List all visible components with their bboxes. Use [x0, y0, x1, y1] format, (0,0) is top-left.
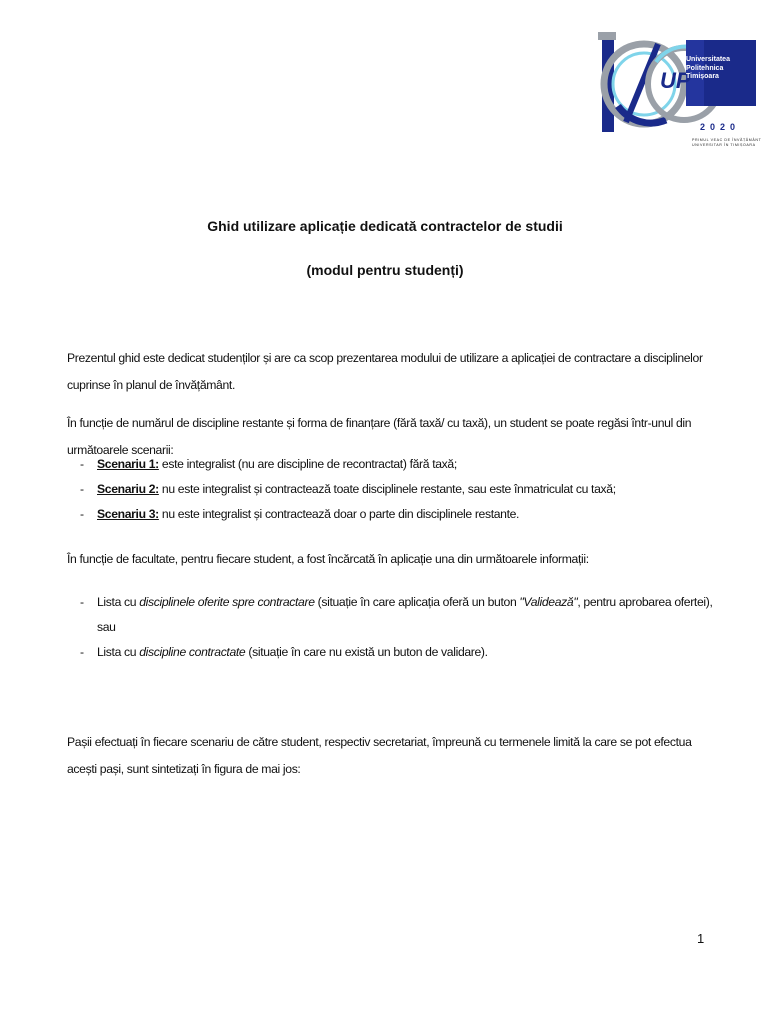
document-subtitle: (modul pentru studenți)	[306, 262, 464, 278]
scenario-label: Scenariu 3:	[97, 507, 159, 521]
or-connector: sau	[97, 620, 116, 634]
list-item	[80, 590, 720, 640]
list-prefix: Lista cu	[97, 645, 140, 659]
logo-year: 2020	[700, 122, 741, 132]
scenario-list	[80, 452, 720, 527]
document-title: Ghid utilizare aplicație dedicată contractelor de studii	[207, 218, 563, 234]
logo-university-name	[686, 56, 756, 82]
logo-acronym: UP	[660, 68, 691, 93]
list-middle-text: (situație în care aplicația oferă un buton	[314, 595, 520, 609]
scenario-label: Scenariu 2:	[97, 482, 159, 496]
steps-paragraph: Pașii efectuați în fiecare scenariu de către student, respectiv secretariat, împreună cu termenele limită la care se pot efectua acești pași, sunt sintetizați în figura de mai jos:	[67, 735, 692, 776]
list-suffix: , pentru aprobarea ofertei),	[577, 595, 713, 609]
scenario-text: nu este integralist și contractează toate disciplinele restante, sau este înmatriculat cu taxă;	[158, 482, 616, 496]
logo-line-3: Timișoara	[686, 73, 719, 80]
scenario-text: nu este integralist și contractează doar o parte din disciplinele restante.	[158, 507, 520, 521]
intro-paragraph: Prezentul ghid este dedicat studenților și are ca scop prezentarea modului de utilizare a aplicației de contractare a disciplinelor cuprinse în planul de învățământ.	[67, 351, 703, 392]
logo-caption: PRIMUL VEAC DE ÎNVĂȚĂMÂNT UNIVERSITAR ÎN TIMIȘOARA	[692, 138, 762, 147]
validate-term: "Validează"	[519, 595, 578, 609]
university-logo	[596, 26, 762, 166]
list-prefix: Lista cu	[97, 595, 140, 609]
faculty-info-paragraph: În funcție de facultate, pentru fiecare student, a fost încărcată în aplicație una din următoarele informații:	[67, 552, 589, 566]
logo-line-1: Universitatea	[686, 56, 730, 63]
scenario-label: Scenariu 1:	[97, 457, 159, 471]
list-italic-term: discipline contractate	[139, 645, 246, 659]
page-number: 1	[697, 931, 705, 946]
list-item	[80, 452, 720, 477]
list-italic-term: disciplinele oferite spre contractare	[139, 595, 315, 609]
list-item	[80, 502, 720, 527]
list-item	[80, 640, 720, 665]
list-suffix: (situație în care nu există un buton de validare).	[245, 645, 488, 659]
logo-line-2: Politehnica	[686, 64, 724, 72]
information-list	[80, 590, 720, 665]
list-item	[80, 477, 720, 502]
scenarios-intro-paragraph: În funcție de numărul de discipline restante și forma de finanțare (fără taxă/ cu taxă), un student se poate regăsi într-unul din următoarele scenarii:	[67, 416, 692, 457]
scenario-text: este integralist (nu are discipline de recontractat) fără taxă;	[158, 457, 457, 471]
